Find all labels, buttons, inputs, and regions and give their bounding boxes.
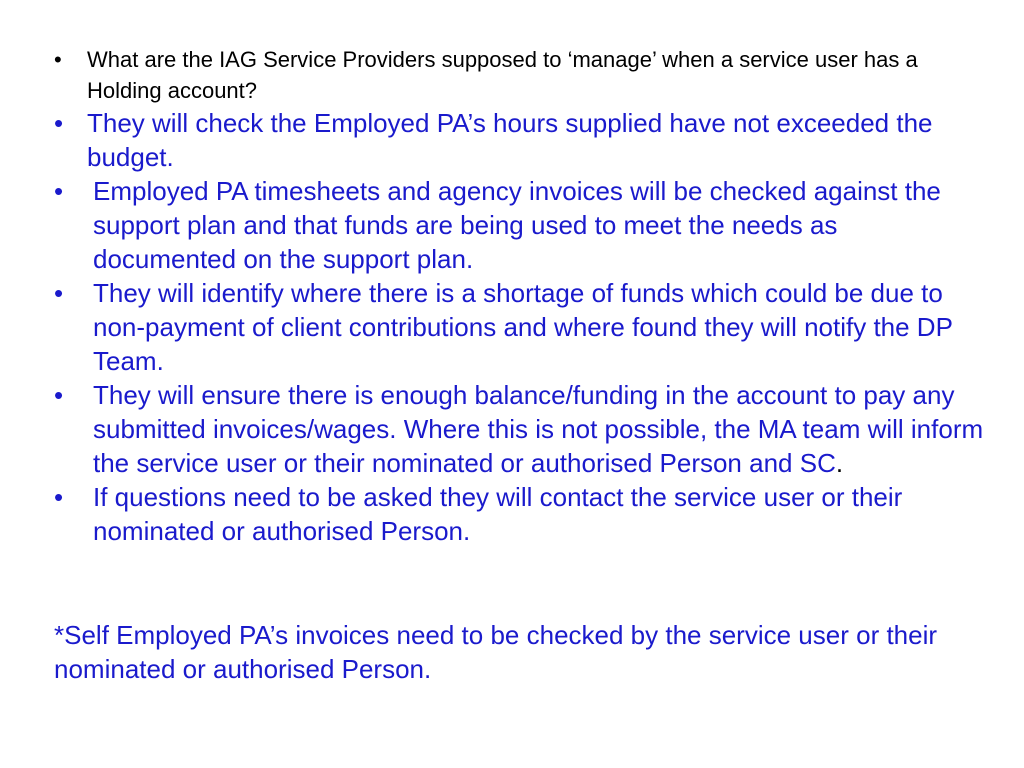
question-text: What are the IAG Service Providers supposed to ‘manage’ when a service user has a Holding account?: [87, 47, 918, 103]
bullet-icon: •: [54, 176, 64, 206]
bullet-icon: •: [54, 482, 64, 512]
answer-text-5: If questions need to be asked they will contact the service user or their nominated or authorised Person.: [93, 482, 903, 546]
answer-bullet-5: [54, 480, 984, 548]
answer-text-2: Employed PA timesheets and agency invoices will be checked against the support plan and that funds are being used to meet the needs as documented on the support plan.: [93, 176, 941, 274]
answer-bullet-1: [54, 106, 984, 174]
footnote: *Self Employed PA’s invoices need to be checked by the service user or their nominated or authorised Person.: [54, 620, 938, 684]
bullet-icon: •: [54, 47, 62, 72]
answer-4-terminal: .: [835, 448, 844, 478]
answer-text-4: They will ensure there is enough balance/funding in the account to pay any submitted invoices/wages. Where this is not possible, the MA team will inform the service user or their nominated or authorised Person and SC: [93, 380, 984, 478]
answer-bullet-3: [54, 276, 984, 378]
answer-bullet-2: [54, 174, 984, 276]
bullet-icon: •: [54, 108, 64, 138]
answer-bullet-4: [54, 378, 984, 480]
answer-text-1: They will check the Employed PA’s hours supplied have not exceeded the budget.: [87, 108, 933, 172]
bullet-icon: •: [54, 278, 64, 308]
bullet-icon: •: [54, 380, 64, 410]
bullet-list: [54, 44, 984, 548]
answer-text-3: They will identify where there is a shortage of funds which could be due to non-payment of client contributions and where found they will notify the DP Team.: [93, 278, 953, 376]
question-bullet: [54, 44, 984, 106]
